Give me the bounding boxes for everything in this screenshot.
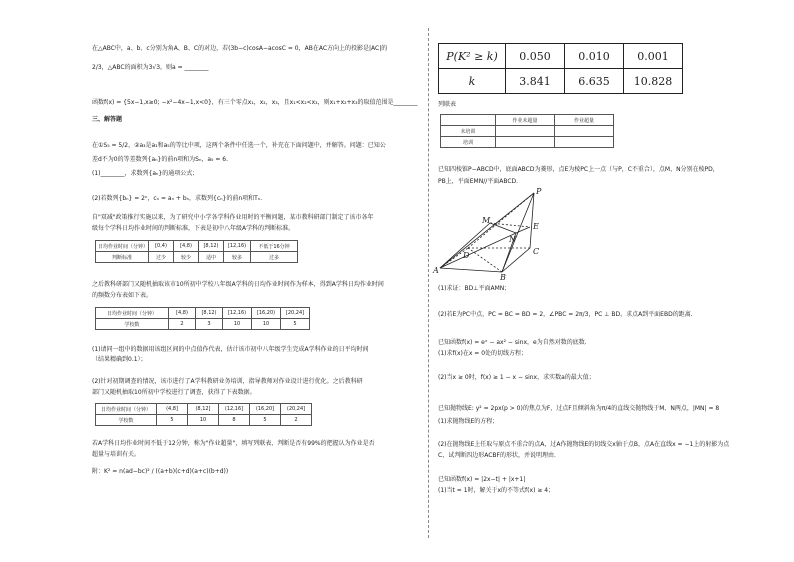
q18-part2-line3: 若A学科日均作业时间不低于12分钟，称为"作业超量"，填写列联表，判断是否有99%的把握认为作业是否 — [92, 440, 375, 447]
q19-line1: 已知四棱锥P−ABCD中，底面ABCD为菱形，点E为棱PC上一点（与P，C不重合），点M，N分别在棱PD， — [438, 166, 719, 173]
k2-formula: 附：K² = n(ad−bc)² / ((a+b)(c+d)(a+c)(b+d)) — [92, 468, 229, 475]
label-d: D — [463, 251, 470, 260]
label-c: C — [533, 247, 540, 256]
table-row — [439, 69, 683, 94]
table-cell: [12,16) — [224, 241, 251, 252]
table-row — [441, 137, 614, 148]
table-cell — [555, 126, 614, 137]
table-cell: 学校数 — [96, 415, 157, 426]
table-cell — [496, 126, 555, 137]
table-cell: 0.010 — [565, 44, 624, 69]
table-row — [96, 415, 312, 426]
table-row — [96, 241, 298, 252]
table-cell: 2 — [281, 415, 312, 426]
table-cell: 判断标准 — [96, 252, 149, 263]
q20-part1: (1)求f(x)在x = 0处的切线方程； — [438, 350, 528, 357]
q18-line4: 的频数分布表如下表。 — [92, 292, 153, 299]
table-cell — [555, 137, 614, 148]
table-cell: 10 — [223, 319, 252, 330]
q18-part2-line1: (2)针对初期调查的情况，该市进行了A学科教研业务培训，指导教师对作业设计进行优化。之后教科研 — [92, 378, 363, 385]
table-cell: 学校数 — [96, 319, 169, 330]
q18-part1-line2: （结果精确到0.1）； — [92, 356, 147, 363]
table-cell: P(K² ≥ k) — [439, 44, 506, 69]
q18-line1: 自"双减"政策推行实施以来，为了研究中小学各学科作业用时的平衡问题，某市教科研部门制定了该市各年 — [92, 214, 374, 221]
q19-part1: (1)求证：BD⊥平面AMN； — [438, 285, 511, 292]
table-cell: 5 — [281, 319, 310, 330]
q21-stem: 已知抛物线E: y² = 2px(p > 0)的焦点为F，过点F且倾斜角为π/4的直线交抛物线于M、N两点，|MN| = 8 — [438, 405, 720, 412]
table-cell: 3 — [196, 319, 223, 330]
table-cell: 0.050 — [506, 44, 565, 69]
label-e: E — [533, 222, 539, 231]
table-row — [96, 308, 310, 319]
table-cell: (20,24] — [281, 404, 312, 415]
table-cell: (16,20] — [250, 404, 281, 415]
q19-line2: PB上，平面EMN//平面ABCD. — [438, 178, 519, 185]
q17-line2: 差d不为0的等差数列{aₙ}的前n项和为Sₙ，a₅ = 6. — [92, 156, 228, 163]
q15-line2: 2/3，△ABC的面积为3√3，则a = ________ — [92, 64, 209, 71]
table-cell: 10 — [188, 415, 219, 426]
column-divider — [428, 28, 429, 538]
q16-text: 函数f(x) = {5x−1,x≥0; −x²−4x−1,x<0}，有三个零点x₁，x₂，x₃，且x₁<x₂<x₃，则x₁+x₂+x₃的取值范围是________ — [92, 99, 418, 106]
frequency-table — [95, 307, 310, 330]
table-cell: 未培训 — [441, 126, 496, 137]
table-cell: [0,4) — [149, 241, 174, 252]
label-m: M — [482, 216, 491, 225]
label-b: B — [500, 273, 506, 282]
table-cell: 2 — [169, 319, 196, 330]
q21-part2-line2: C，试判断四边形ACBF的形状，并说明理由. — [438, 452, 556, 459]
table-cell: (12,16] — [219, 404, 250, 415]
q18-part2-line2: 部门又随机抽取10所初中学校进行了调查，获得了下表数据。 — [92, 389, 256, 396]
pyramid-figure — [430, 185, 550, 285]
table-row — [96, 319, 310, 330]
q22-stem: 已知函数f(x) = |2x−t| + |x+1| — [438, 476, 526, 483]
table-cell: [8,12) — [199, 241, 224, 252]
table-cell: (4,8] — [157, 404, 188, 415]
table-cell: [4,8) — [174, 241, 199, 252]
table-cell: 5 — [250, 415, 281, 426]
table-cell: 较多 — [224, 252, 251, 263]
critical-value-table — [438, 43, 683, 94]
contingency-table — [440, 114, 614, 148]
label-a: A — [433, 266, 439, 275]
table-cell: 作业超量 — [555, 115, 614, 126]
table-cell: 10 — [252, 319, 281, 330]
q18-part1-line1: (1)请同一组中的数据用该组区间的中点值作代表，估计该市初中八年级学生完成A学科作业的日平均时间 — [92, 346, 369, 353]
table-cell: 培训 — [441, 137, 496, 148]
table-row — [96, 404, 312, 415]
q18-part2-line4: 超量与培训有关。 — [92, 451, 141, 458]
q20-part2: (2)当x ≥ 0时，f(x) ≥ 1 − x − sinx，求实数a的最大值； — [438, 374, 595, 381]
contingency-table-title: 列联表 — [438, 101, 457, 108]
q15-line1: 在△ABC中，a、b、c分别为角A、B、C的对边，若(3b−c)cosA−acosC = 0，AB在AC方向上的投影是|AC|的 — [92, 45, 388, 52]
table-cell: 3.841 — [506, 69, 565, 94]
table-cell: [4,8) — [169, 308, 196, 319]
q20-stem: 已知函数f(x) = eˣ − ax² − sinx，e为自然对数的底数. — [438, 339, 587, 346]
q17-part1: (1)________，求数列{aₙ}的通项公式； — [92, 170, 199, 177]
section-title-answers: 三、解答题 — [92, 116, 123, 123]
table-cell: 日均作业时间（分钟） — [96, 241, 149, 252]
post-training-table — [95, 403, 312, 426]
q18-line3: 之后教科研部门又随机抽取该市10所初中学校八年级A学科的日均作业时间作为样本，得到A学科日均作业时间 — [92, 281, 384, 288]
table-cell: [8,12) — [196, 308, 223, 319]
q17-part2: (2)若数列{bₙ} = 2ⁿ，cₙ = aₙ + bₙ，求数列{cₙ}的前n项和Tₙ. — [92, 195, 263, 202]
q21-part2-line1: (2)在抛物线E上任取与原点不重合的点A，过A作抛物线E的切线交x轴于点B，点A在直线x = −1上的射影为点 — [438, 441, 730, 448]
table-row — [96, 252, 298, 263]
table-cell: 日均作业时间（分钟） — [96, 308, 169, 319]
table-cell: k — [439, 69, 506, 94]
q21-part1: (1)求抛物线E的方程； — [438, 418, 499, 425]
table-cell: 8 — [219, 415, 250, 426]
table-row — [439, 44, 683, 69]
table-cell: 适中 — [199, 252, 224, 263]
table-cell — [496, 137, 555, 148]
table-cell — [441, 115, 496, 126]
table-row — [441, 115, 614, 126]
table-cell: 0.001 — [624, 44, 683, 69]
table-cell: [16,20) — [252, 308, 281, 319]
q17-line1: 在①S₅ = 5/2，②a₃是a₁和a₅的等比中项，这两个条件中任选一个，补充在下面问题中，并解答。问题：已知公 — [92, 142, 386, 149]
table-cell: [12,16) — [223, 308, 252, 319]
table-cell: 不低于16分钟 — [251, 241, 298, 252]
table-row — [441, 126, 614, 137]
table-cell: (8,12] — [188, 404, 219, 415]
q22-part1: (1)当t = 1时，解关于x的不等式f(x) ≥ 4； — [438, 487, 555, 494]
table-cell: 过少 — [149, 252, 174, 263]
label-p: P — [536, 187, 542, 196]
table-cell: 过多 — [251, 252, 298, 263]
q19-part2: (2)若E为PC中点，PC = BC = BD = 2，∠PBC = 2π/3，PC ⊥ BD，求点A到平面EBD的距离. — [438, 311, 693, 318]
q18-line2: 级每个学科日均作业时间的判断标准，下表是初中八年级A学科的判断标准。 — [92, 225, 295, 232]
label-n: N — [509, 235, 516, 244]
table-cell: [20,24] — [281, 308, 310, 319]
table-cell: 6.635 — [565, 69, 624, 94]
standard-table — [95, 240, 298, 263]
table-cell: 10.828 — [624, 69, 683, 94]
table-cell: 日均作业时间（分钟） — [96, 404, 157, 415]
table-cell: 作业未超量 — [496, 115, 555, 126]
table-cell: 5 — [157, 415, 188, 426]
table-cell: 较少 — [174, 252, 199, 263]
